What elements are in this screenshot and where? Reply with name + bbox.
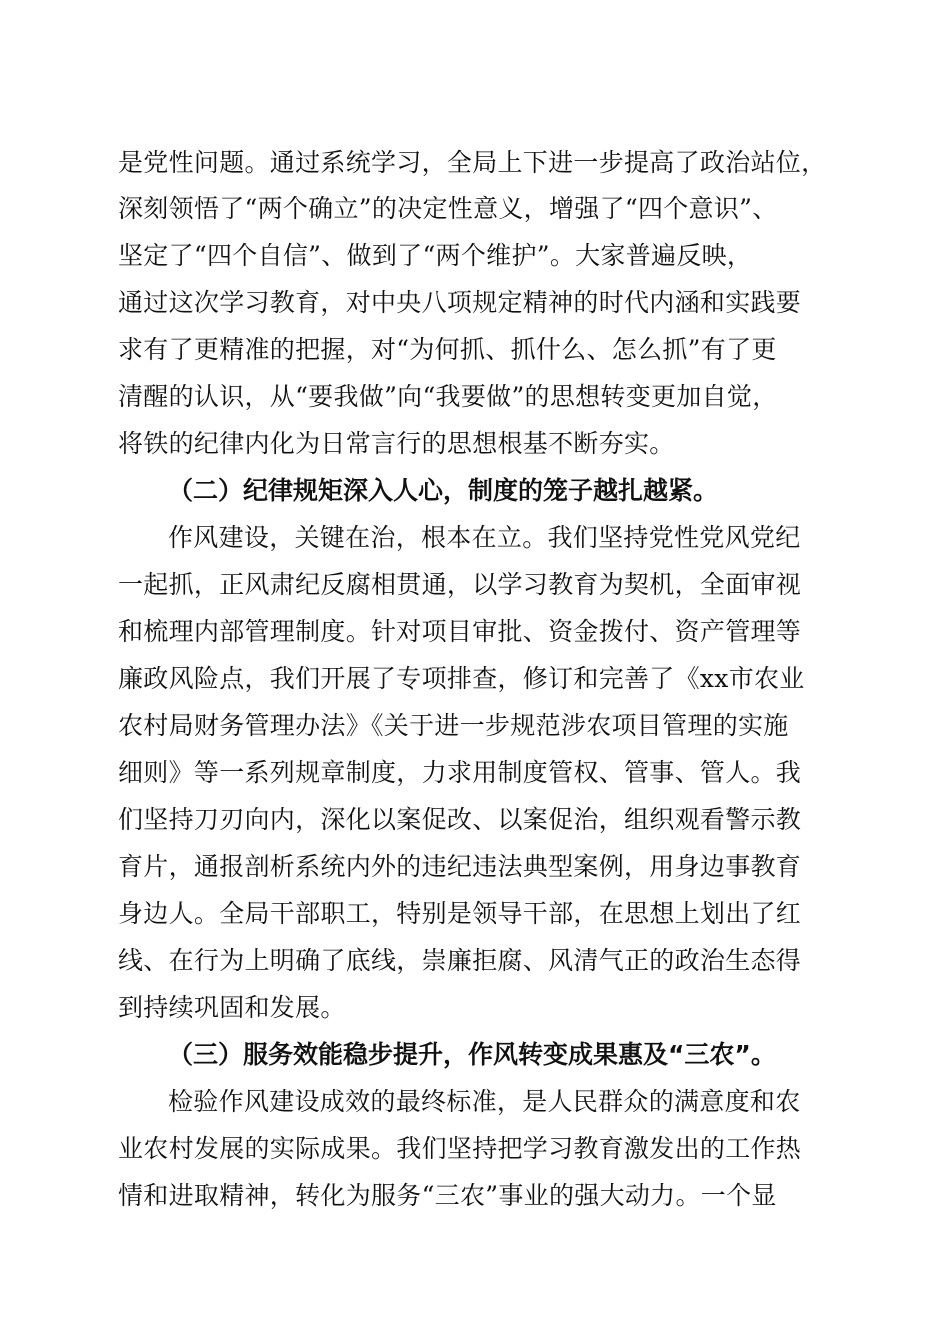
body-line: 检验作风建设成效的最终标准，是人民群众的满意度和农 [168, 1087, 801, 1116]
body-line: 坚定了“四个自信”、做到了“两个维护”。大家普遍反映， [118, 241, 753, 270]
body-line: 作风建设，关键在治，根本在立。我们坚持党性党风党纪 [168, 523, 801, 552]
body-line: 情和进取精神，转化为服务“三农”事业的强大动力。一个显 [118, 1181, 777, 1210]
body-line: 线、在行为上明确了底线，崇廉拒腐、风清气正的政治生态得 [118, 946, 802, 975]
body-line: 将铁的纪律内化为日常言行的思想根基不断夯实。 [118, 429, 675, 458]
body-line: 到持续巩固和发展。 [118, 993, 346, 1022]
body-line: 深刻领悟了“两个确立”的决定性意义，增强了“四个意识”、 [118, 194, 778, 223]
section-heading-3: （三）服务效能稳步提升，作风转变成果惠及“三农”。 [168, 1040, 776, 1069]
body-line: 育片，通报剖析系统内外的违纪违法典型案例，用身边事教育 [118, 852, 802, 881]
body-line: 一起抓，正风肃纪反腐相贯通，以学习教育为契机，全面审视 [118, 570, 802, 599]
body-line: 农村局财务管理办法》《关于进一步规范涉农项目管理的实施 [118, 711, 789, 740]
body-line: 细则》等一系列规章制度，力求用制度管权、管事、管人。我 [118, 758, 802, 787]
body-line: 和梳理内部管理制度。针对项目审批、资金拨付、资产管理等 [118, 617, 802, 646]
body-line: 们坚持刀刃向内，深化以案促改、以案促治，组织观看警示教 [118, 805, 802, 834]
body-line: 清醒的认识，从“要我做”向“我要做”的思想转变更加自觉， [118, 382, 778, 411]
body-line: 求有了更精准的把握，对“为何抓、抓什么、怎么抓”有了更 [118, 335, 777, 364]
section-heading-2: （二）纪律规矩深入人心，制度的笼子越扎越紧。 [168, 476, 719, 505]
body-line: 是党性问题。通过系统学习，全局上下进一步提高了政治站位， [118, 148, 827, 177]
body-line: 业农村发展的实际成果。我们坚持把学习教育激发出的工作热 [118, 1134, 802, 1163]
body-line: 身边人。全局干部职工，特别是领导干部，在思想上划出了红 [118, 899, 802, 928]
body-line: 廉政风险点，我们开展了专项排查，修订和完善了《xx市农业 [118, 664, 805, 693]
body-line: 通过这次学习教育，对中央八项规定精神的时代内涵和实践要 [118, 288, 802, 317]
